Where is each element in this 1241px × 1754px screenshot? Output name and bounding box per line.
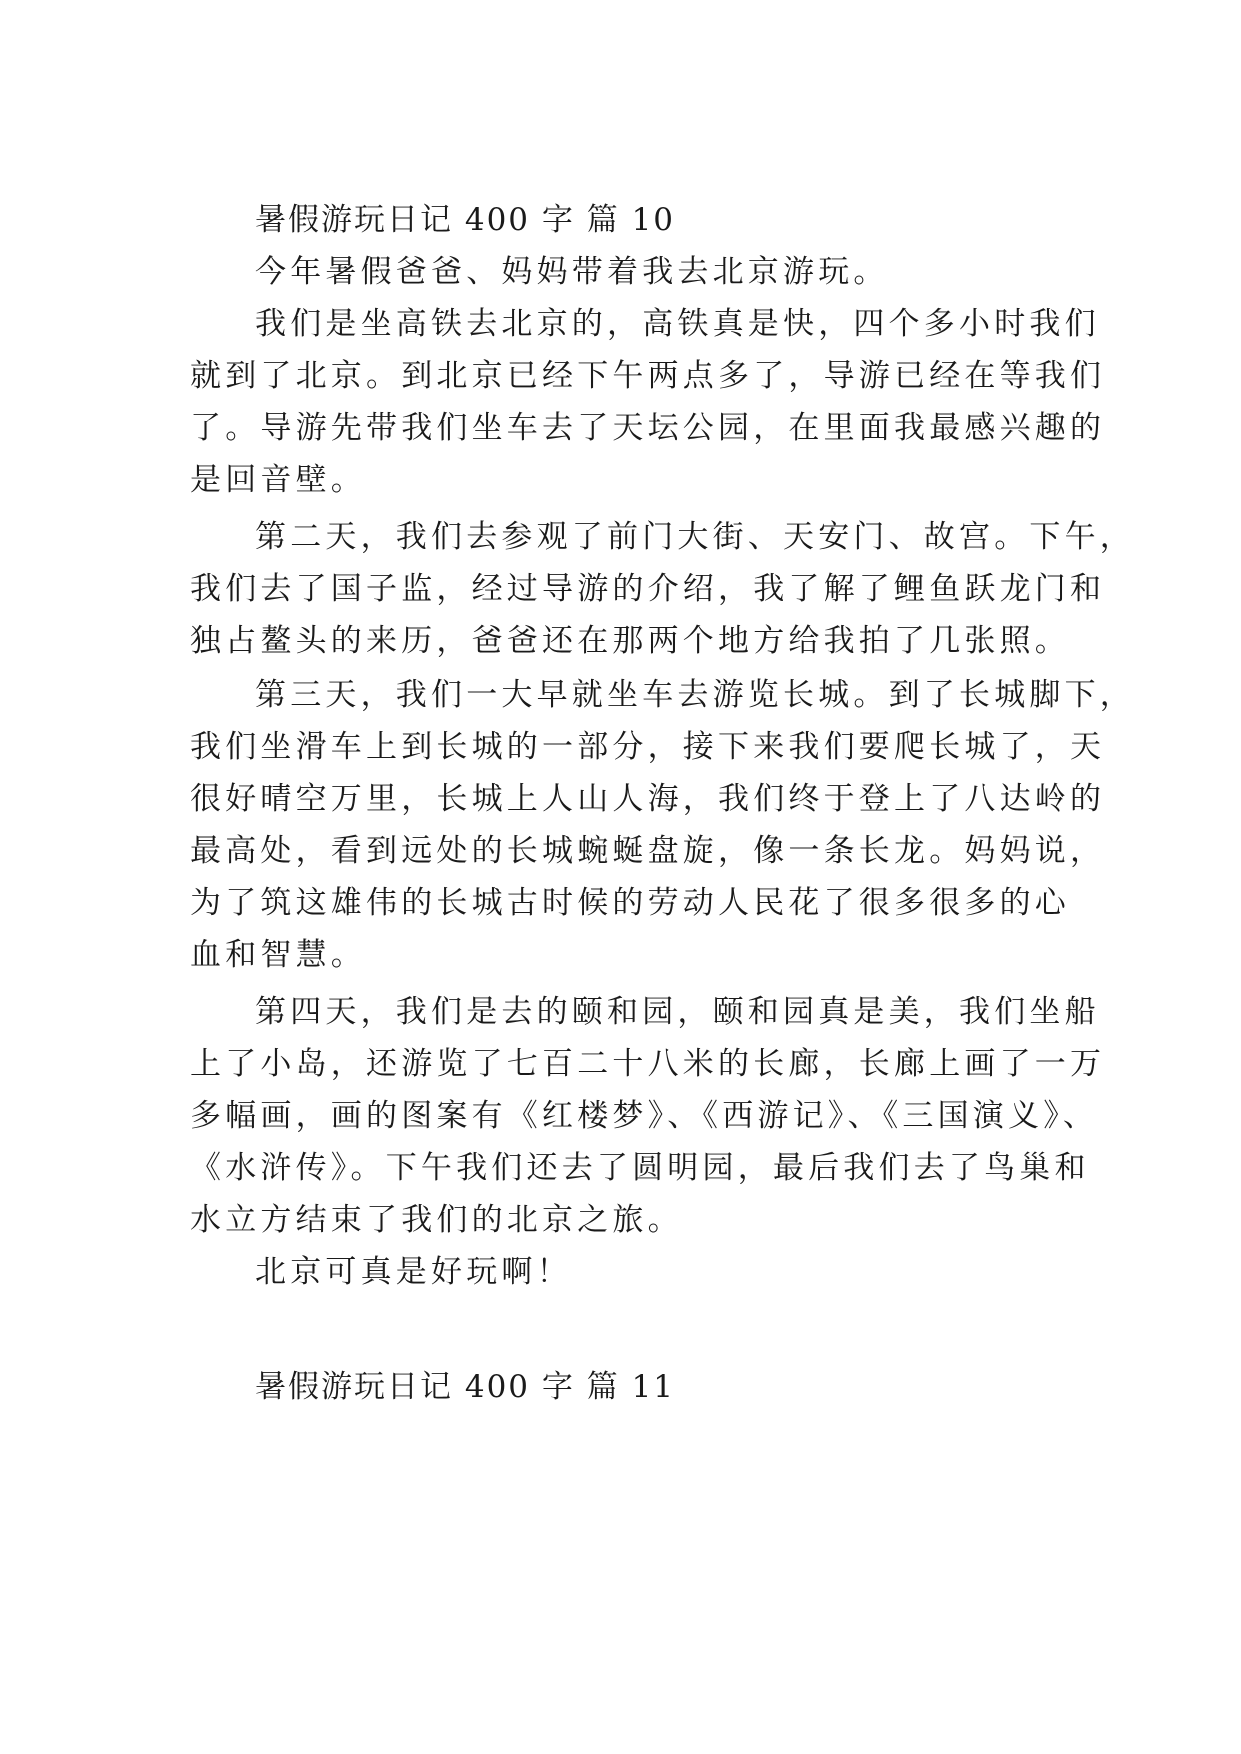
paragraph-line: 很好晴空万里，长城上人山人海，我们终于登上了八达岭的 [190,781,1106,817]
paragraph-line: 北京可真是好玩啊！ [255,1254,572,1290]
paragraph-line: 《水浒传》。下午我们还去了圆明园，最后我们去了鸟巢和 [190,1150,1090,1186]
paragraph-line: 第四天，我们是去的颐和园，颐和园真是美，我们坐船 [255,994,1100,1030]
paragraph-line: 血和智慧。 [190,937,366,973]
paragraph-line: 第二天，我们去参观了前门大街、天安门、故宫。下午， [255,519,1135,555]
paragraph-line: 水立方结束了我们的北京之旅。 [190,1202,683,1238]
paragraph-line: 上了小岛，还游览了七百二十八米的长廊，长廊上画了一万 [190,1046,1106,1082]
paragraph-line: 我们坐滑车上到长城的一部分，接下来我们要爬长城了，天 [190,729,1106,765]
paragraph-line: 多幅画，画的图案有《红楼梦》、《西游记》、《三国演义》、 [190,1098,1099,1134]
paragraph-line: 了。导游先带我们坐车去了天坛公园，在里面我最感兴趣的 [190,410,1106,446]
section-heading: 暑假游玩日记 400 字 篇 11 [255,1369,676,1405]
paragraph-line: 就到了北京。到北京已经下午两点多了，导游已经在等我们 [190,358,1106,394]
paragraph-line: 第三天，我们一大早就坐车去游览长城。到了长城脚下， [255,677,1135,713]
paragraph-line: 我们是坐高铁去北京的，高铁真是快，四个多小时我们 [255,306,1100,342]
section-heading: 暑假游玩日记 400 字 篇 10 [255,202,676,238]
paragraph-line: 最高处，看到远处的长城蜿蜒盘旋，像一条长龙。妈妈说， [190,833,1106,869]
paragraph-line: 独占鳌头的来历，爸爸还在那两个地方给我拍了几张照。 [190,623,1070,659]
paragraph-line: 是回音壁。 [190,462,366,498]
paragraph-line: 我们去了国子监，经过导游的介绍，我了解了鲤鱼跃龙门和 [190,571,1106,607]
paragraph-line: 为了筑这雄伟的长城古时候的劳动人民花了很多很多的心 [190,885,1070,921]
paragraph-line: 今年暑假爸爸、妈妈带着我去北京游玩。 [255,254,889,290]
